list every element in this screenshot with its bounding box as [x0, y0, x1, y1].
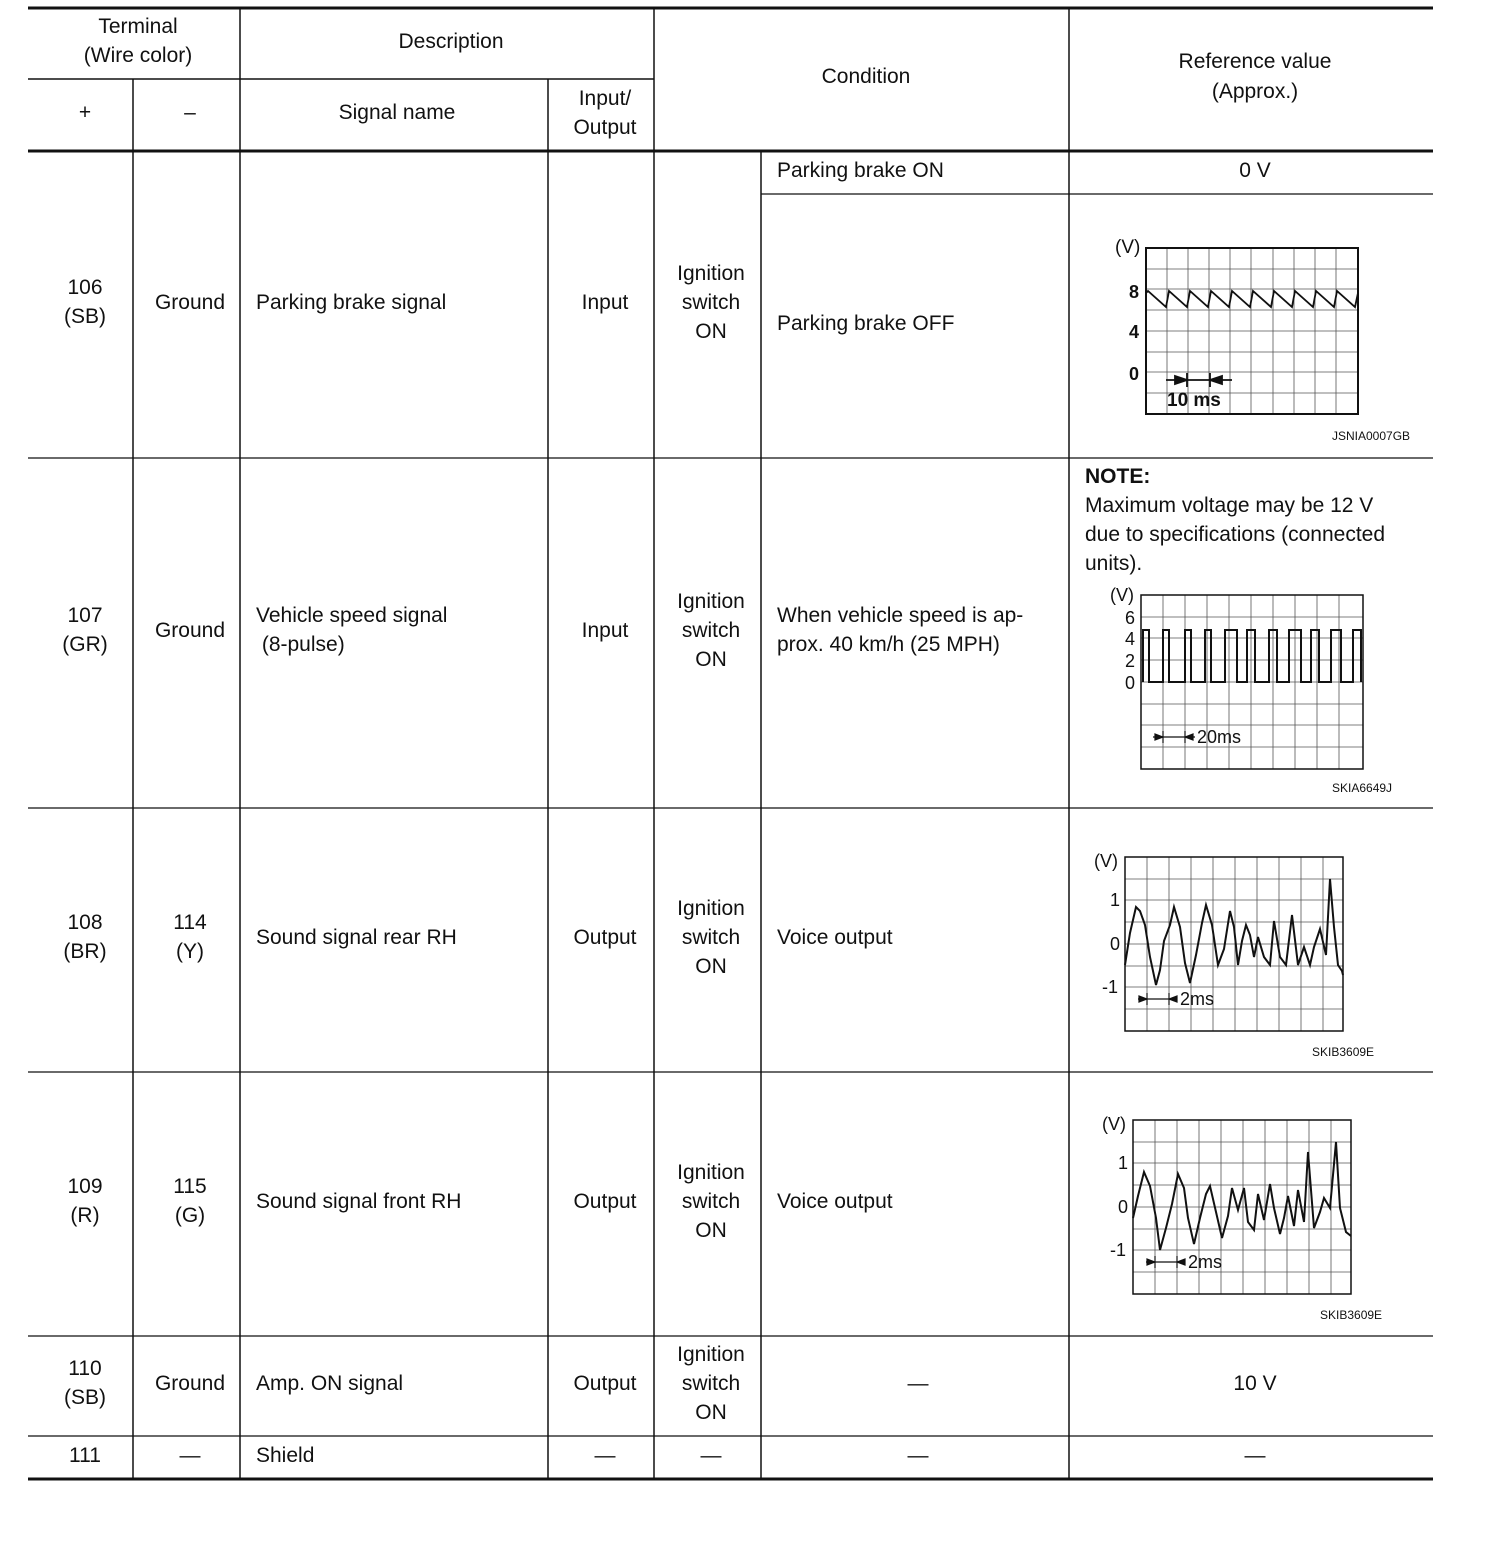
condition-ignition: Ignition	[677, 1343, 745, 1366]
sub-condition: Parking brake OFF	[777, 312, 955, 335]
condition-on: ON	[695, 1401, 727, 1424]
input-output: Input	[581, 291, 629, 314]
condition-switch: switch	[681, 1190, 741, 1213]
signal-name-2: (8-pulse)	[256, 633, 345, 656]
terminal-plus: 111	[69, 1444, 101, 1467]
terminal-plus-color: (SB)	[64, 1386, 106, 1409]
header-condition: Condition	[821, 65, 911, 88]
figure-code: SKIB3609E	[1320, 1308, 1383, 1322]
sub-condition: —	[907, 1372, 929, 1395]
condition-switch: switch	[681, 1372, 741, 1395]
figure-code: JSNIA0007GB	[1332, 429, 1411, 443]
signal-name: Sound signal rear RH	[256, 926, 457, 949]
note-title: NOTE:	[1085, 465, 1151, 488]
condition-ignition: Ignition	[677, 262, 745, 285]
waveform-tick: 8	[1129, 282, 1140, 302]
input-output: Output	[573, 1372, 637, 1395]
sub-condition: When vehicle speed is ap-	[777, 604, 1024, 627]
input-output: —	[594, 1444, 616, 1467]
header-terminal: Terminal	[98, 15, 178, 38]
note-text: due to specifications (connected	[1085, 523, 1386, 546]
terminal-plus-color: (GR)	[62, 633, 108, 656]
waveform-tick: 6	[1125, 608, 1136, 628]
condition-ignition: Ignition	[677, 1161, 745, 1184]
signal-name: Vehicle speed signal	[256, 604, 448, 627]
waveform-unit: (V)	[1115, 237, 1141, 258]
waveform-tick: 0	[1125, 673, 1136, 693]
input-output: Input	[581, 619, 629, 642]
waveform-time-label: 2ms	[1180, 989, 1215, 1009]
waveform-tick: 4	[1125, 629, 1136, 649]
terminal-plus: 106	[67, 276, 103, 299]
waveform-tick: 0	[1129, 364, 1140, 384]
condition-ignition: Ignition	[677, 897, 745, 920]
waveform-time-label: 2ms	[1188, 1252, 1223, 1272]
waveform-unit: (V)	[1102, 1114, 1126, 1134]
reference-value: —	[1244, 1444, 1266, 1467]
waveform-tick: 4	[1129, 322, 1140, 342]
signal-name: Amp. ON signal	[256, 1372, 404, 1395]
waveform-audio	[1090, 845, 1360, 1040]
header-description: Description	[398, 30, 504, 53]
header-input-output: Input/	[578, 87, 632, 110]
waveform-sawtooth	[1105, 232, 1375, 422]
waveform-tick: -1	[1110, 1240, 1127, 1260]
input-output: Output	[573, 1190, 637, 1213]
waveform-tick: 0	[1110, 934, 1121, 954]
terminal-minus: 115	[173, 1175, 207, 1198]
header-plus: +	[78, 101, 92, 124]
condition-on: ON	[695, 1219, 727, 1242]
waveform-pulse	[1105, 585, 1375, 775]
header-approx: (Approx.)	[1211, 80, 1299, 103]
input-output: Output	[573, 926, 637, 949]
condition-switch: switch	[681, 291, 741, 314]
terminal-plus-color: (SB)	[64, 305, 106, 328]
condition-on: ON	[695, 320, 727, 343]
reference-value: 10 V	[1233, 1372, 1277, 1395]
terminal-minus-color: (G)	[174, 1204, 206, 1227]
terminal-minus: 114	[173, 911, 207, 934]
waveform-tick: 1	[1110, 890, 1121, 910]
note-text: Maximum voltage may be 12 V	[1085, 494, 1374, 517]
waveform-time-label: 10 ms	[1167, 390, 1221, 411]
terminal-plus: 109	[67, 1175, 103, 1198]
note-text: units).	[1085, 552, 1143, 575]
sub-condition-2: prox. 40 km/h (25 MPH)	[777, 633, 1000, 656]
terminal-minus: Ground	[154, 1372, 226, 1395]
waveform-tick: 2	[1125, 651, 1136, 671]
waveform-time-label: 20ms	[1197, 727, 1242, 747]
waveform-audio	[1098, 1108, 1368, 1303]
sub-condition: Voice output	[777, 926, 893, 949]
reference-value: 0 V	[1239, 159, 1271, 182]
sub-condition: Parking brake ON	[777, 159, 944, 182]
waveform-unit: (V)	[1110, 585, 1134, 605]
condition-ignition: Ignition	[677, 590, 745, 613]
signal-name: Sound signal front RH	[256, 1190, 462, 1213]
header-wire-color: (Wire color)	[83, 44, 193, 67]
waveform-tick: 1	[1118, 1153, 1129, 1173]
condition-ignition: —	[700, 1444, 722, 1467]
signal-name: Parking brake signal	[256, 291, 447, 314]
terminal-plus: 108	[67, 911, 103, 934]
terminal-minus: Ground	[154, 291, 226, 314]
header-input-output-2: Output	[573, 116, 637, 139]
figure-code: SKIB3609E	[1312, 1045, 1375, 1059]
terminal-plus-color: (R)	[70, 1204, 100, 1227]
terminal-plus: 107	[67, 604, 103, 627]
header-signal-name: Signal name	[338, 101, 456, 124]
sub-condition: —	[907, 1444, 929, 1467]
header-reference-value: Reference value	[1178, 50, 1332, 73]
terminal-plus-color: (BR)	[63, 940, 107, 963]
waveform-tick: 0	[1118, 1197, 1129, 1217]
waveform-unit: (V)	[1094, 851, 1118, 871]
sub-condition: Voice output	[777, 1190, 893, 1213]
terminal-plus: 110	[68, 1357, 102, 1380]
signal-name: Shield	[256, 1444, 315, 1467]
condition-switch: switch	[681, 926, 741, 949]
condition-on: ON	[695, 648, 727, 671]
header-minus: –	[184, 101, 196, 124]
terminal-minus: —	[179, 1444, 201, 1467]
terminal-minus: Ground	[154, 619, 226, 642]
figure-code: SKIA6649J	[1332, 781, 1393, 795]
waveform-tick: -1	[1102, 977, 1119, 997]
terminal-minus-color: (Y)	[176, 940, 204, 963]
condition-on: ON	[695, 955, 727, 978]
condition-switch: switch	[681, 619, 741, 642]
